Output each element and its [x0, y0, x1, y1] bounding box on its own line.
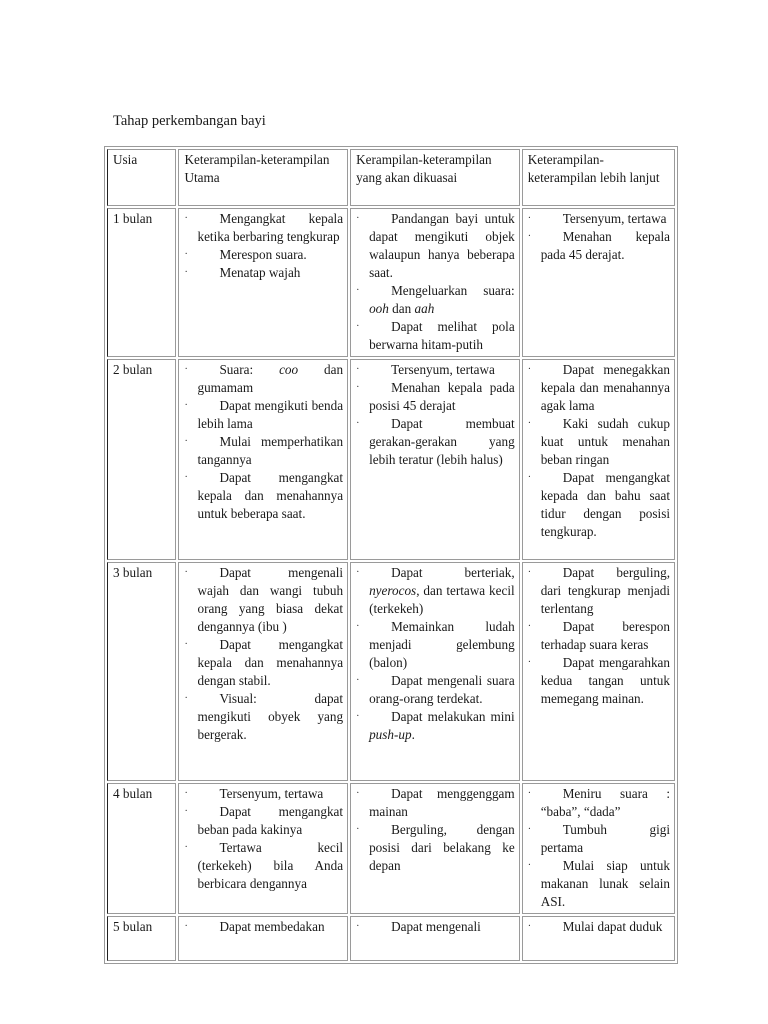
- bullet-icon: ·: [527, 472, 532, 483]
- list-item: · Tersenyum, tertawa: [184, 786, 324, 801]
- list-item: · Meniru suara : “baba”, “dada”: [527, 786, 670, 819]
- bullet-icon: ·: [184, 267, 188, 278]
- list-item: · Mulai dapat duduk: [527, 919, 663, 934]
- bullet-icon: ·: [356, 321, 360, 332]
- list-item: · Memainkan ludah menjadi gelembung (balon): [356, 619, 515, 670]
- mastering-skills-cell: [350, 783, 520, 914]
- list-item: · Dapat mengenali suara orang-orang terdekat.: [356, 673, 515, 706]
- list-item: · Dapat mengangkat beban pada kakinya: [184, 804, 344, 837]
- header-mastering-skills: Kerampilan-keterampilan yang akan dikuasai: [350, 149, 520, 206]
- bullet-icon: ·: [527, 418, 532, 429]
- age-cell: 3 bulan: [107, 562, 176, 781]
- list-item: · Menahan kepala pada 45 derajat.: [527, 229, 670, 262]
- list-item: · Dapat membuat gerakan-gerakan yang lebih teratur (lebih halus): [356, 416, 515, 467]
- list-item: · Tumbuh gigi pertama: [527, 822, 670, 855]
- list-item: · Dapat berespon terhadap suara keras: [527, 619, 670, 652]
- advanced-skills-cell: [522, 916, 675, 961]
- list-item: · Dapat mengarahkan kedua tangan untuk memegang mainan.: [527, 655, 670, 706]
- age-cell: 1 bulan: [107, 208, 176, 357]
- bullet-icon: ·: [356, 824, 360, 835]
- bullet-icon: ·: [356, 285, 360, 296]
- bullet-icon: ·: [356, 213, 360, 224]
- page-title: Tahap perkembangan bayi: [113, 113, 266, 129]
- bullet-icon: ·: [527, 213, 532, 224]
- bullet-icon: ·: [184, 567, 188, 578]
- bullet-icon: ·: [184, 639, 188, 650]
- mastering-skills-cell: [350, 562, 520, 781]
- bullet-icon: ·: [184, 400, 188, 411]
- advanced-skills-cell: [522, 783, 675, 914]
- bullet-icon: ·: [527, 788, 532, 799]
- list-item: · Visual: dapat mengikuti obyek yang bergerak.: [184, 691, 344, 742]
- list-item: · Dapat mengikuti benda lebih lama: [184, 398, 344, 431]
- table-row: [107, 916, 675, 961]
- list-item: · Dapat membedakan: [184, 919, 325, 934]
- bullet-icon: ·: [527, 567, 532, 578]
- age-cell: 2 bulan: [107, 359, 176, 560]
- list-item: · Dapat melihat pola berwarna hitam-putih: [356, 319, 515, 352]
- advanced-skills-cell: [522, 208, 675, 357]
- bullet-icon: ·: [527, 921, 532, 932]
- bullet-icon: ·: [184, 693, 188, 704]
- header-main-skills: Keterampilan-keterampilan Utama: [178, 149, 348, 206]
- bullet-icon: ·: [184, 921, 188, 932]
- bullet-icon: ·: [184, 788, 188, 799]
- bullet-icon: ·: [356, 418, 360, 429]
- bullet-icon: ·: [527, 621, 532, 632]
- list-item: · Dapat mengangkat kepala dan menahannya dengan stabil.: [184, 637, 344, 688]
- list-item: · Dapat menggenggam mainan: [356, 786, 515, 819]
- development-table: [104, 146, 678, 964]
- list-item: · Merespon suara.: [184, 247, 307, 262]
- list-item: · Mengeluarkan suara: ooh dan aah: [356, 283, 515, 316]
- list-item: · Dapat mengenali wajah dan wangi tubuh orang yang biasa dekat dengannya (ibu ): [184, 565, 344, 634]
- age-cell: 5 bulan: [107, 916, 176, 961]
- main-skills-cell: [178, 208, 348, 357]
- list-item: · Menatap wajah: [184, 265, 301, 280]
- list-item: · Dapat mengenali: [356, 919, 481, 934]
- list-item: · Dapat berguling, dari tengkurap menjadi terlentang: [527, 565, 670, 616]
- bullet-icon: ·: [527, 231, 532, 242]
- list-item: · Tertawa kecil (terkekeh) bila Anda berbicara dengannya: [184, 840, 344, 891]
- table-header-row: [107, 149, 675, 206]
- bullet-icon: ·: [356, 364, 360, 375]
- table-row: [107, 562, 675, 781]
- bullet-icon: ·: [184, 364, 188, 375]
- bullet-icon: ·: [356, 621, 360, 632]
- header-age: Usia: [107, 149, 176, 206]
- age-cell: 4 bulan: [107, 783, 176, 914]
- bullet-icon: ·: [527, 824, 532, 835]
- list-item: · Berguling, dengan posisi dari belakang ke depan: [356, 822, 515, 873]
- list-item: · Dapat mengangkat kepada dan bahu saat tidur dengan posisi tengkurap.: [527, 470, 670, 539]
- header-advanced-skills: Keterampilan-keterampilan lebih lanjut: [522, 149, 675, 206]
- mastering-skills-cell: [350, 208, 520, 357]
- bullet-icon: ·: [527, 364, 532, 375]
- bullet-icon: ·: [527, 657, 532, 668]
- bullet-icon: ·: [356, 567, 360, 578]
- mastering-skills-cell: [350, 916, 520, 961]
- main-skills-cell: [178, 359, 348, 560]
- bullet-icon: ·: [184, 472, 188, 483]
- list-item: · Mengangkat kepala ketika berbaring tengkurap: [184, 211, 344, 244]
- bullet-icon: ·: [184, 249, 188, 260]
- list-item: · Mulai memperhatikan tangannya: [184, 434, 344, 467]
- main-skills-cell: [178, 783, 348, 914]
- list-item: · Dapat berteriak, nyerocos, dan tertawa kecil (terkekeh): [356, 565, 515, 616]
- table-row: [107, 359, 675, 560]
- table-row: [107, 208, 675, 357]
- main-skills-cell: [178, 916, 348, 961]
- bullet-icon: ·: [184, 213, 188, 224]
- list-item: · Mulai siap untuk makanan lunak selain ASI.: [527, 858, 670, 909]
- table-row: [107, 783, 675, 914]
- list-item: · Pandangan bayi untuk dapat mengikuti objek walaupun hanya beberapa saat.: [356, 211, 515, 280]
- advanced-skills-cell: [522, 359, 675, 560]
- list-item: · Suara: coo dan gumamam: [184, 362, 344, 395]
- bullet-icon: ·: [356, 921, 360, 932]
- bullet-icon: ·: [184, 806, 188, 817]
- list-item: · Tersenyum, tertawa: [527, 211, 667, 226]
- bullet-icon: ·: [184, 436, 188, 447]
- list-item: · Menahan kepala pada posisi 45 derajat: [356, 380, 515, 413]
- development-table-container: [104, 146, 678, 934]
- bullet-icon: ·: [356, 711, 360, 722]
- bullet-icon: ·: [356, 382, 360, 393]
- list-item: · Dapat mengangkat kepala dan menahannya untuk beberapa saat.: [184, 470, 344, 521]
- bullet-icon: ·: [527, 860, 532, 871]
- bullet-icon: ·: [184, 842, 188, 853]
- list-item: · Dapat menegakkan kepala dan menahannya agak lama: [527, 362, 670, 413]
- advanced-skills-cell: [522, 562, 675, 781]
- list-item: · Dapat melakukan mini push-up.: [356, 709, 515, 742]
- bullet-icon: ·: [356, 788, 360, 799]
- bullet-icon: ·: [356, 675, 360, 686]
- main-skills-cell: [178, 562, 348, 781]
- list-item: · Kaki sudah cukup kuat untuk menahan beban ringan: [527, 416, 670, 467]
- mastering-skills-cell: [350, 359, 520, 560]
- list-item: · Tersenyum, tertawa: [356, 362, 495, 377]
